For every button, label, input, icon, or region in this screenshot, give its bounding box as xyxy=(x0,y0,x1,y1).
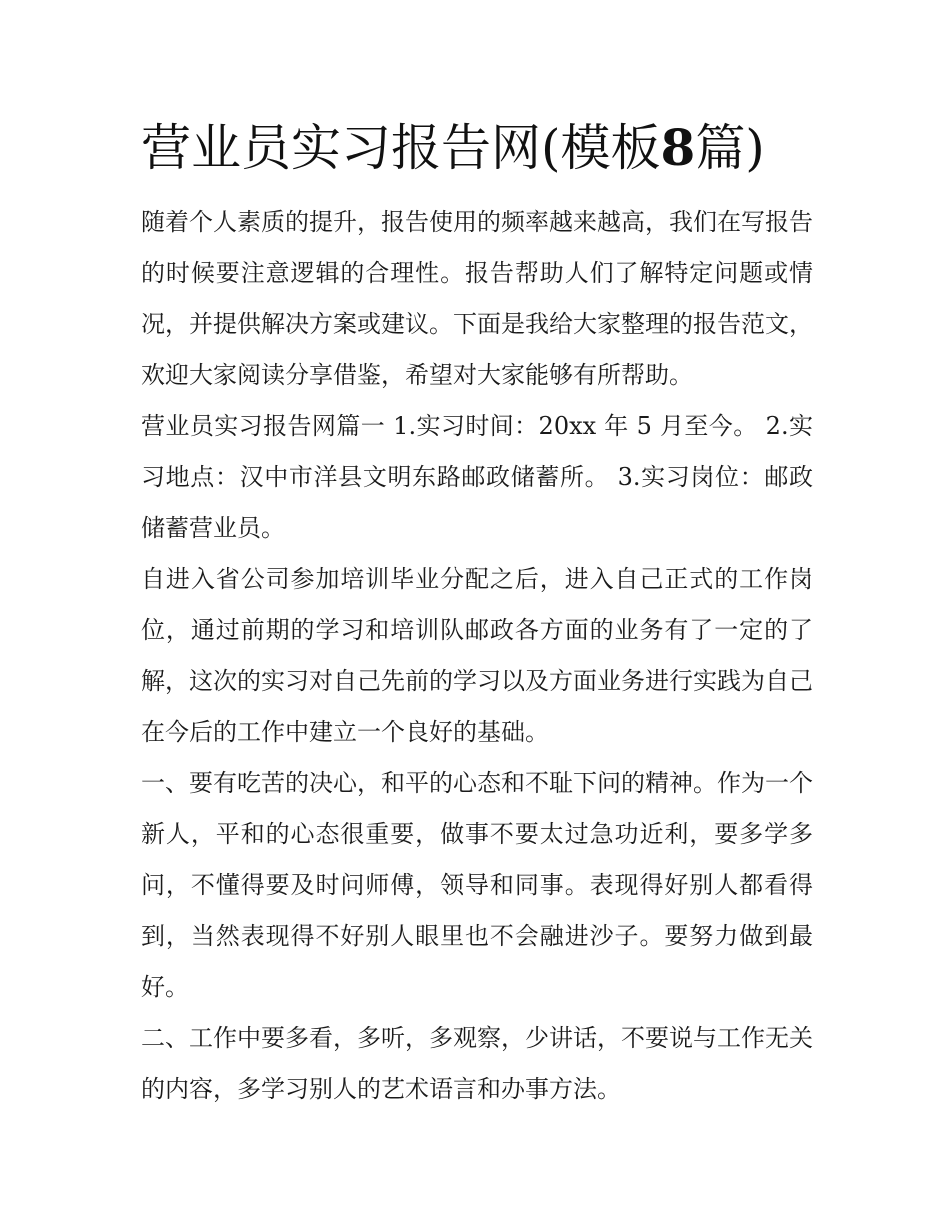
point-one-paragraph: 一、要有吃苦的决心，和平的心态和不耻下问的精神。作为一个新人，平和的心态很重要，做事不要太过急功近利，要多学多问，不懂得要及时问师傅，领导和同事。表现得好别人都看得到，当然表现得不好别人眼里也不会融进沙子。要努力做到最好。 xyxy=(141,769,813,1001)
document-title xyxy=(141,110,861,186)
point-two-paragraph: 二、工作中要多看，多听，多观察，少讲话，不要说与工作无关的内容，多学习别人的艺术语言和办事方法。 xyxy=(141,1024,813,1103)
document-body xyxy=(141,197,813,1115)
title-suffix: 篇) xyxy=(695,119,765,177)
title-prefix: 营业员实习报告网(模板 xyxy=(141,119,661,177)
title-number: 8 xyxy=(660,118,696,177)
training-paragraph: 自进入省公司参加培训毕业分配之后，进入自己正式的工作岗位，通过前期的学习和培训队邮政各方面的业务有了一定的了解，这次的实习对自己先前的学习以及方面业务进行实践为自己在今后的工作中建立一个良好的基础。 xyxy=(141,565,813,746)
intro-paragraph: 随着个人素质的提升，报告使用的频率越来越高，我们在写报告的时候要注意逻辑的合理性。报告帮助人们了解特定问题或情况，并提供解决方案或建议。下面是我给大家整理的报告范文，欢迎大家阅读分享借鉴，希望对大家能够有所帮助。 xyxy=(141,208,813,389)
internship-info-paragraph: 营业员实习报告网篇一 1.实习时间：20xx 年 5 月至今。 2.实习地点：汉中市洋县文明东路邮政储蓄所。 3.实习岗位：邮政储蓄营业员。 xyxy=(141,412,813,542)
